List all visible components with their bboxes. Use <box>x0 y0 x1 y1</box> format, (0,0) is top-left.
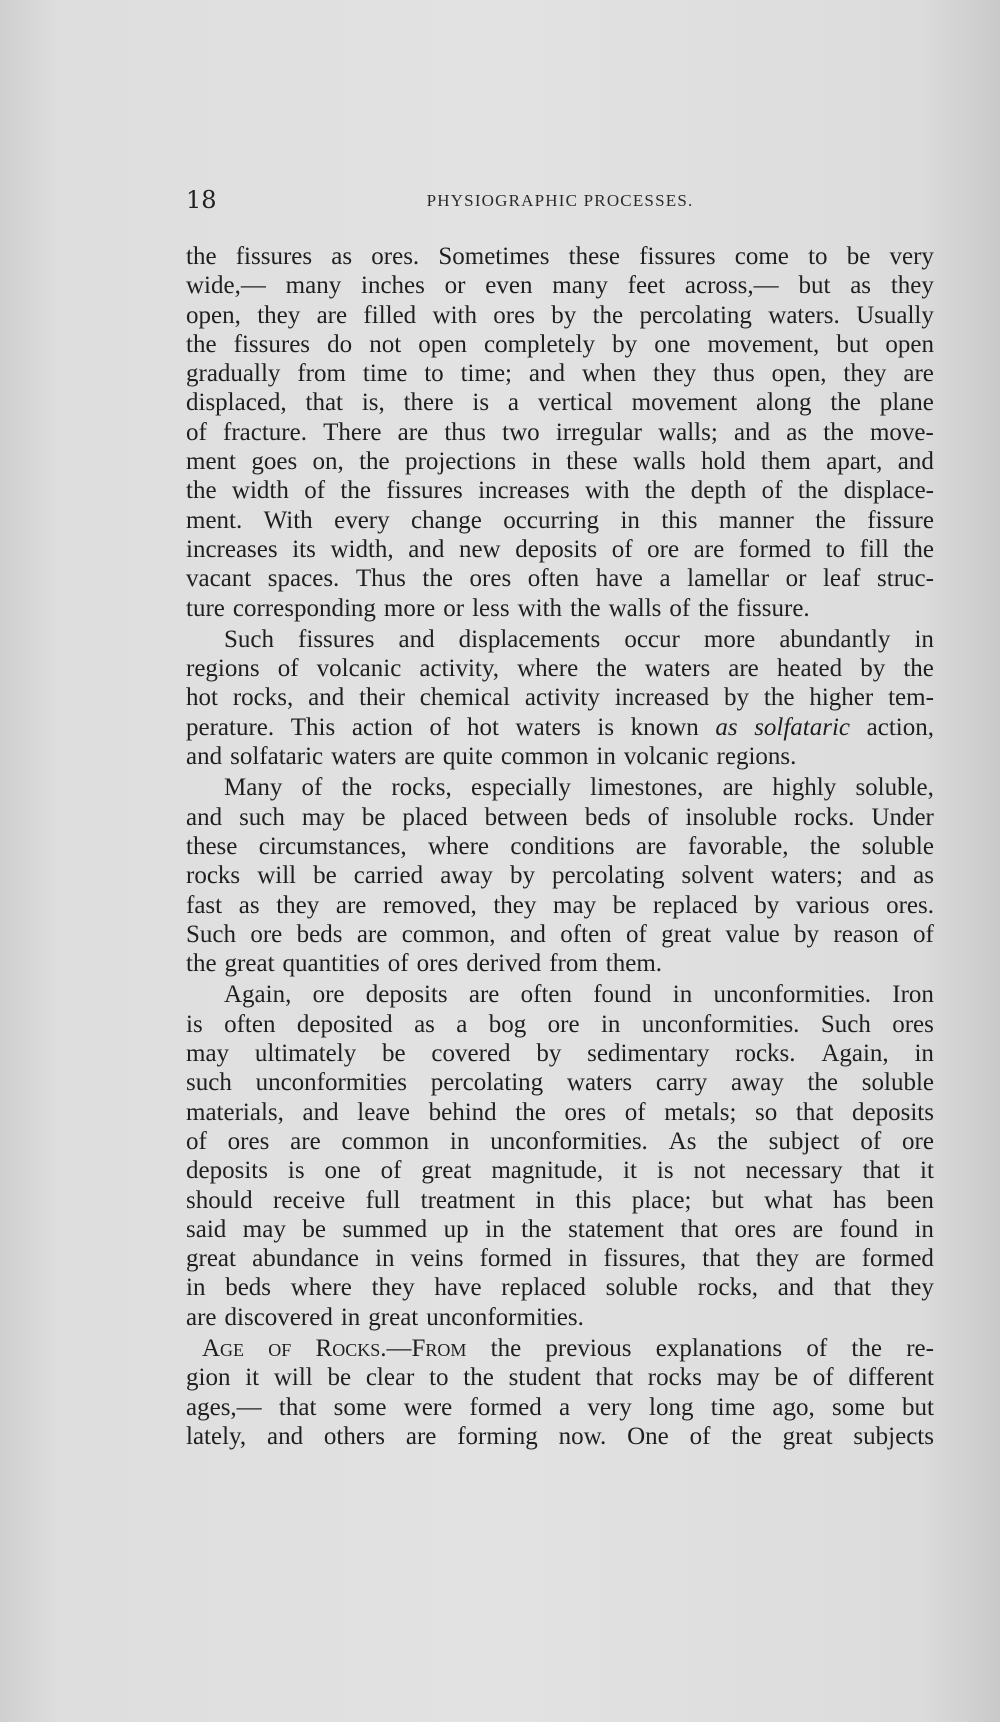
text-line: ages,— that some were formed a very long time ago, some but <box>186 1393 934 1421</box>
text-line: of fracture. There are thus two irregular walls; and as the move- <box>186 418 934 446</box>
text-line: Such ore beds are common, and often of great value by reason of <box>186 920 934 948</box>
text-line: great abundance in veins formed in fissures, that they are formed <box>186 1245 934 1273</box>
text-line: these circumstances, where conditions are favorable, the soluble <box>186 832 934 860</box>
text-line: Many of the rocks, especially limestones, are highly soluble, <box>224 774 934 802</box>
text-line: wide,— many inches or even many feet across,— but as they <box>186 272 934 300</box>
text-line: fast as they are removed, they may be replaced by various ores. <box>186 891 934 919</box>
text-line: such unconformities percolating waters carry away the soluble <box>186 1069 934 1097</box>
text-line: rocks will be carried away by percolating solvent waters; and as <box>186 862 934 890</box>
page-number: 18 <box>186 186 217 214</box>
text-line: the fissures as ores. Sometimes these fissures come to be very <box>186 243 934 270</box>
text-line: said may be summed up in the statement that ores are found in <box>186 1215 934 1243</box>
text-line: the width of the fissures increases with the depth of the displace- <box>186 477 934 505</box>
text-line: increases its width, and new deposits of ore are formed to fill the <box>186 535 934 563</box>
body-text <box>186 242 934 1451</box>
text-line: perature. This action of hot waters is known as solfataric action, <box>186 713 934 741</box>
text-line: materials, and leave behind the ores of metals; so that deposits <box>186 1098 934 1126</box>
text-line: ment. With every change occurring in this manner the fissure <box>186 506 934 534</box>
running-head: PHYSIOGRAPHIC PROCESSES. <box>426 191 694 210</box>
text-line: Age of Rocks.—From the previous explanations of the re- <box>202 1334 934 1362</box>
text-line: Again, ore deposits are often found in unconformities. Iron <box>224 981 934 1009</box>
text-line: ment goes on, the projections in these walls hold them apart, and <box>186 448 934 476</box>
text-line: may ultimately be covered by sedimentary rocks. Again, in <box>186 1040 934 1068</box>
text-line: lately, and others are forming now. One of the great subjects <box>186 1422 934 1450</box>
text-line: regions of volcanic activity, where the waters are heated by the <box>186 655 934 683</box>
text-line: should receive full treatment in this place; but what has been <box>186 1186 934 1214</box>
text-line: ture corresponding more or less with the walls of the fissure. <box>186 594 810 622</box>
text-line: the fissures do not open completely by one movement, but open <box>186 330 934 358</box>
text-line: displaced, that is, there is a vertical movement along the plane <box>186 389 934 417</box>
text-line: in beds where they have replaced soluble rocks, and that they <box>186 1274 934 1302</box>
text-line: the great quantities of ores derived from them. <box>186 950 663 978</box>
text-line: is often deposited as a bog ore in unconformities. Such ores <box>186 1010 934 1038</box>
text-line: Such fissures and displacements occur more abundantly in <box>224 625 934 653</box>
page-header <box>186 186 934 220</box>
text-line: gion it will be clear to the student that rocks may be of different <box>186 1364 934 1392</box>
text-line: open, they are filled with ores by the percolating waters. Usually <box>186 301 934 329</box>
text-line: deposits is one of great magnitude, it is not necessary that it <box>186 1157 934 1185</box>
text-line: of ores are common in unconformities. As the subject of ore <box>186 1127 934 1155</box>
text-line: vacant spaces. Thus the ores often have a lamellar or leaf struc- <box>186 565 934 593</box>
text-line: gradually from time to time; and when they thus open, they are <box>186 360 934 388</box>
text-line: and such may be placed between beds of insoluble rocks. Under <box>186 803 934 831</box>
text-line: hot rocks, and their chemical activity increased by the higher tem- <box>186 684 934 712</box>
text-line: are discovered in great unconformities. <box>186 1303 584 1331</box>
text-line: and solfataric waters are quite common in volcanic regions. <box>186 743 797 771</box>
